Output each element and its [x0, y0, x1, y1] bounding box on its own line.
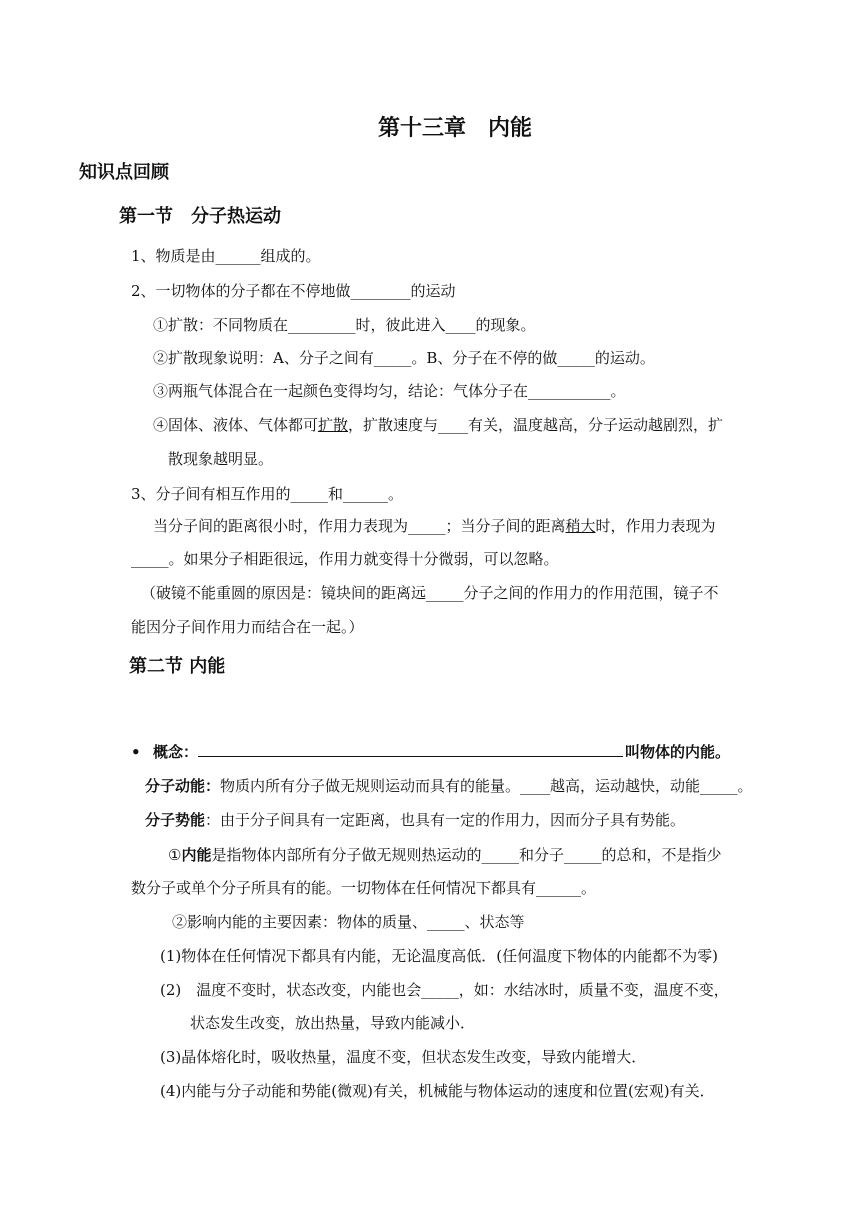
mirror-note-line1: （破镜不能重圆的原因是：镜块间的距离远_____分子之间的作用力的作用范围，镜子不 — [141, 584, 719, 602]
item-2: 2、一切物体的分子都在不停地做________的运动 — [131, 282, 456, 300]
item-1: 1、物质是由______组成的。 — [131, 247, 321, 265]
sub-item-2: ②扩散现象说明：A、分子之间有_____。B、分子在不停的做_____的运动。 — [153, 349, 655, 367]
concept-blank — [198, 742, 623, 757]
bullet-icon: • — [131, 743, 141, 761]
kinetic-text: 物质内所有分子做无规则运动而具有的能量。____越高，运动越快，动能_____。 — [220, 777, 753, 795]
p1-mark: ① — [168, 846, 182, 864]
sub-item-1: ①扩散：不同物质在_________时，彼此进入____的现象。 — [153, 316, 536, 334]
mirror-note-line2: 能因分子间作用力而结合在一起。） — [131, 618, 364, 636]
potential-text: ：由于分子间具有一定距离，也具有一定的作用力，因而分子具有势能。 — [205, 811, 686, 829]
note-1: (1)物体在任何情况下都具有内能，无论温度高低．(任何温度下物体的内能都不为零) — [160, 947, 718, 965]
sub-item-3: ③两瓶气体混合在一起颜色变得均匀，结论：气体分子在___________。 — [153, 382, 626, 400]
force-continuation: _____。如果分子相距很远，作用力就变得十分微弱，可以忽略。 — [131, 550, 559, 568]
item-3: 3、分子间有相互作用的_____和______。 — [131, 485, 404, 503]
section2-title: 第二节 内能 — [129, 656, 226, 677]
sub-item-4-end: ，扩散速度与____有关，温度越高，分子运动越剧烈，扩 — [348, 416, 724, 434]
concept-tail: 叫物体的内能。 — [625, 743, 731, 761]
note-4: (4)内能与分子动能和势能(微观)有关，机械能与物体运动的速度和位置(宏观)有关． — [160, 1082, 715, 1100]
sub-item-4-underlined: 扩散 — [318, 416, 349, 434]
influence-factors: ②影响内能的主要因素：物体的质量、_____、状态等 — [172, 913, 525, 931]
concept-label: 概念： — [153, 743, 199, 761]
force-end: 时，作用力表现为 — [595, 517, 716, 535]
internal-energy-definition — [168, 845, 721, 865]
chapter-title: 第十三章 内能 — [378, 116, 533, 141]
force-underlined: 稍大 — [565, 517, 596, 535]
kinetic-label: 分子动能： — [145, 777, 221, 795]
potential-label: 分子势能 — [145, 811, 206, 829]
p1-text: 是指物体内部所有分子做无规则热运动的_____和分子_____的总和，不是指少 — [211, 846, 722, 864]
sub-item-4-continuation: 散现象越明显。 — [168, 450, 274, 468]
force-description — [153, 516, 716, 536]
sub-item-4-start: ④固体、液体、气体都可 — [153, 416, 319, 434]
section1-title: 第一节 分子热运动 — [119, 206, 281, 227]
concept-line — [131, 742, 730, 762]
force-start: 当分子间的距离很小时，作用力表现为_____；当分子间的距离 — [153, 517, 566, 535]
sub-item-4 — [153, 415, 723, 435]
potential-energy-line — [145, 810, 685, 830]
review-heading: 知识点回顾 — [79, 162, 169, 183]
internal-energy-continuation: 数分子或单个分子所具有的能。一切物体在任何情况下都具有______。 — [131, 879, 597, 897]
note-2-continuation: 状态发生改变，放出热量，导致内能减小． — [190, 1014, 476, 1032]
note-2: (2) 温度不变时，状态改变，内能也会_____，如：水结冰时，质量不变，温度不变， — [160, 981, 729, 999]
kinetic-energy-line — [145, 776, 753, 796]
p1-bold: 内能 — [181, 846, 212, 864]
note-3: (3)晶体熔化时，吸收热量，温度不变，但状态发生改变，导致内能增大． — [160, 1048, 647, 1066]
